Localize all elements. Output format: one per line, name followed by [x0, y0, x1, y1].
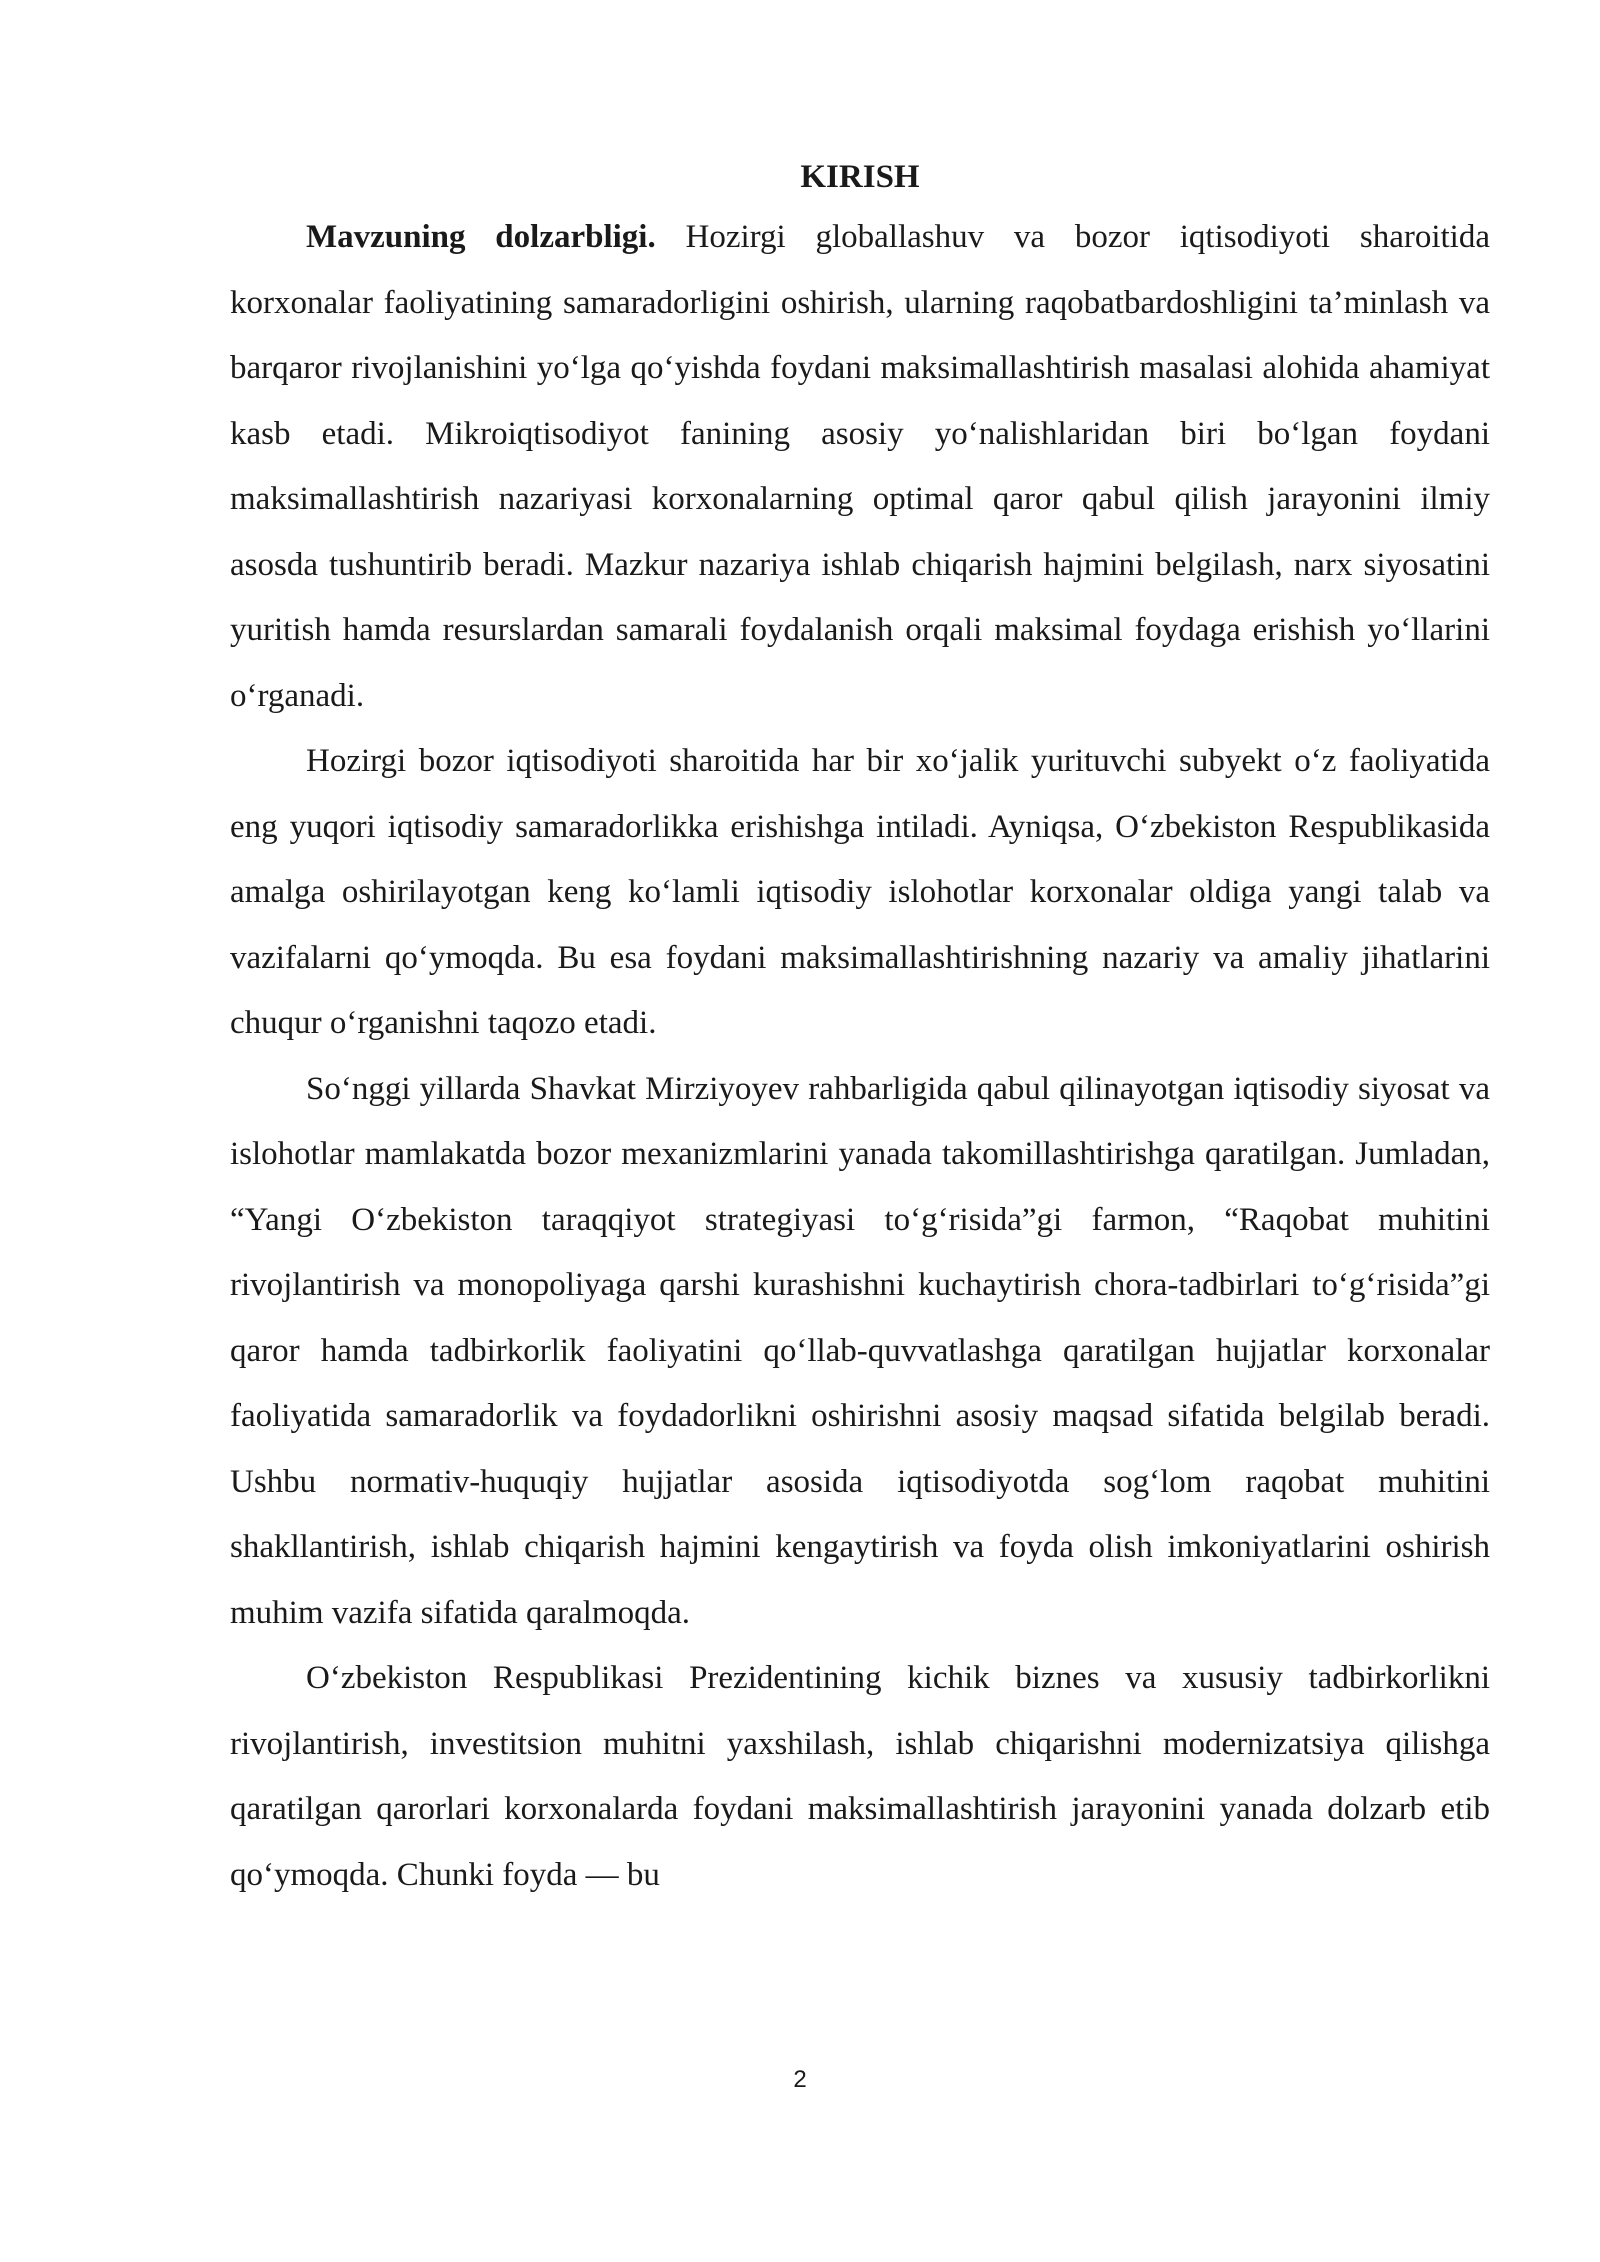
page-title: KIRISH	[800, 159, 920, 195]
paragraph-lead: Mavzuning dolzarbligi.	[306, 219, 656, 255]
paragraph-presidential-decrees: O‘zbekiston Respublikasi Prezidentining kichik biznes va xususiy tadbirkorlikni rivojlantirish, investitsion muhitni yaxshilash, ishlab chiqarishni modernizatsiya qilishga qaratilgan qarorlari korxonalarda foydani maksimallashtirish jarayonini yanada dolzarb etib qo‘ymoqda. Chunki foyda — bu	[230, 1660, 1490, 1893]
paragraph-market-economy: Hozirgi bozor iqtisodiyoti sharoitida har bir xo‘jalik yurituvchi subyekt o‘z faoliyatida eng yuqori iqtisodiy samaradorlikka erishishga intiladi. Ayniqsa, O‘zbekiston Respublikasida amalga oshirilayotgan keng ko‘lamli iqtisodiy islohotlar korxonalar oldiga yangi talab va vazifalarni qo‘ymoqda. Bu esa foydani maksimallashtirishning nazariy va amaliy jihatlarini chuqur o‘rganishni taqozo etadi.	[230, 743, 1490, 1041]
paragraph-text: Hozirgi globallashuv va bozor iqtisodiyoti sharoitida korxonalar faoliyatining samaradorligini oshirish, ularning raqobatbardoshligini ta’minlash va barqaror rivojlanishini yo‘lga qo‘yishda foydani maksimallashtirish masalasi alohida ahamiyat kasb etadi. Mikroiqtisodiyot fanining asosiy yo‘nalishlaridan biri bo‘lgan foydani maksimallashtirish nazariyasi korxonalarning optimal qaror qabul qilish jarayonini ilmiy asosda tushuntirib beradi. Mazkur nazariya ishlab chiqarish hajmini belgilash, narx siyosatini yuritish hamda resurslardan samarali foydalanish orqali maksimal foydaga erishish yo‘llarini o‘rganadi.	[230, 219, 1490, 714]
paragraph-relevance	[230, 205, 1490, 729]
page-number: 2	[793, 2066, 807, 2093]
page-content	[230, 150, 1490, 1908]
paragraph-reforms: So‘nggi yillarda Shavkat Mirziyoyev rahbarligida qabul qilinayotgan iqtisodiy siyosat va islohotlar mamlakatda bozor mexanizmlarini yanada takomillashtirishga qaratilgan. Jumladan, “Yangi O‘zbekiston taraqqiyot strategiyasi to‘g‘risida”gi farmon, “Raqobat muhitini rivojlantirish va monopoliyaga qarshi kurashishni kuchaytirish chora-tadbirlari to‘g‘risida”gi qaror hamda tadbirkorlik faoliyatini qo‘llab-quvvatlashga qaratilgan hujjatlar korxonalar faoliyatida samaradorlik va foydadorlikni oshirishni asosiy maqsad sifatida belgilab beradi. Ushbu normativ-huquqiy hujjatlar asosida iqtisodiyotda sog‘lom raqobat muhitini shakllantirish, ishlab chiqarish hajmini kengaytirish va foyda olish imkoniyatlarini oshirish muhim vazifa sifatida qaralmoqda.	[230, 1070, 1490, 1631]
